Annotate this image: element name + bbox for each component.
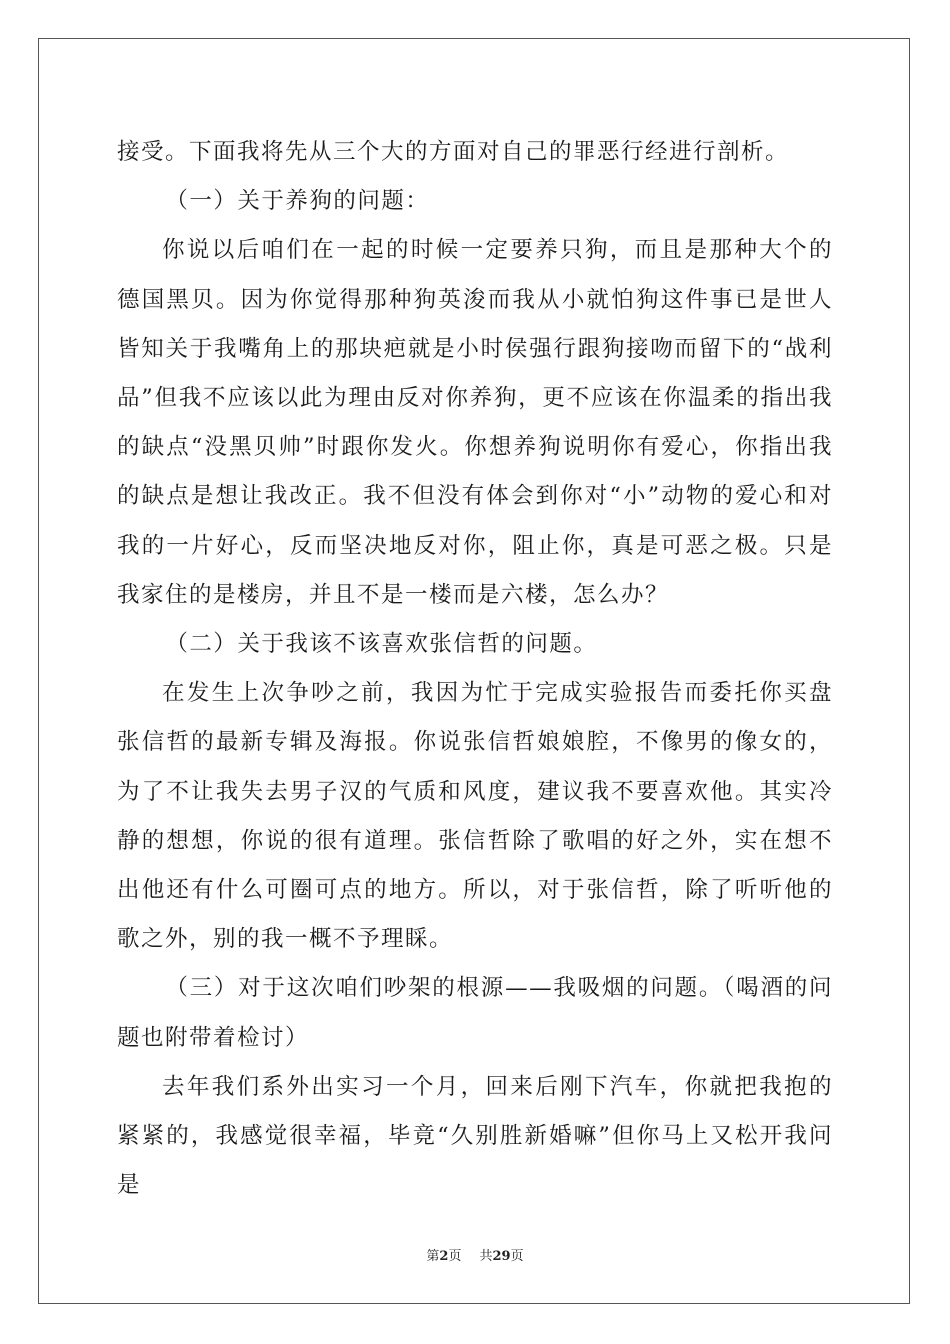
total-suffix: 页 — [510, 1249, 524, 1264]
page-suffix: 页 — [448, 1249, 462, 1264]
paragraph-smoking: 去年我们系外出实习一个月，回来后刚下汽车，你就把我抱的紧紧的，我感觉很幸福，毕竟“久别胜新婚嘛”但你马上又松开我问是 — [117, 1073, 833, 1199]
section-heading-dogs: （一）关于养狗的问题： — [165, 188, 430, 215]
total-pages: 29 — [492, 1249, 511, 1264]
total-prefix: 共 — [479, 1249, 493, 1264]
page-footer — [0, 1245, 950, 1264]
paragraph-dogs: 你说以后咱们在一起的时候一定要养只狗，而且是那种大个的德国黑贝。因为你觉得那种狗英浚而我从小就怕狗这件事已是世人皆知关于我嘴角上的那块疤就是小时侯强行跟狗接吻而留下的“战利品”但我不应该以此为理由反对你养狗，更不应该在你温柔的指出我的缺点“没黑贝帅”时跟你发火。你想养狗说明你有爱心，你指出我的缺点是想让我改正。我不但没有体会到你对“小”动物的爱心和对我的一片好心，反而坚决地反对你，阻止你，真是可恶之极。只是我家住的是楼房，并且不是一楼而是六楼，怎么办？ — [117, 237, 833, 608]
paragraph-singer: 在发生上次争吵之前，我因为忙于完成实验报告而委托你买盘张信哲的最新专辑及海报。你说张信哲娘娘腔，不像男的像女的，为了不让我失去男子汉的气质和风度，建议我不要喜欢他。其实冷静的想想，你说的很有道理。张信哲除了歌唱的好之外，实在想不出他还有什么可圈可点的地方。所以，对于张信哲，除了听听他的歌之外，别的我一概不予理睬。 — [117, 680, 833, 953]
paragraph-continuation: 接受。下面我将先从三个大的方面对自己的罪恶行经进行剖析。 — [117, 139, 790, 165]
document-body — [117, 128, 833, 1210]
section-heading-singer: （二）关于我该不该喜欢张信哲的问题。 — [165, 631, 598, 658]
section-heading-smoking: （三）对于这次咱们吵架的根源——我吸烟的问题。（喝酒的问题也附带着检讨） — [117, 975, 833, 1051]
page-number: 2 — [439, 1249, 449, 1264]
page-prefix: 第 — [426, 1249, 440, 1264]
